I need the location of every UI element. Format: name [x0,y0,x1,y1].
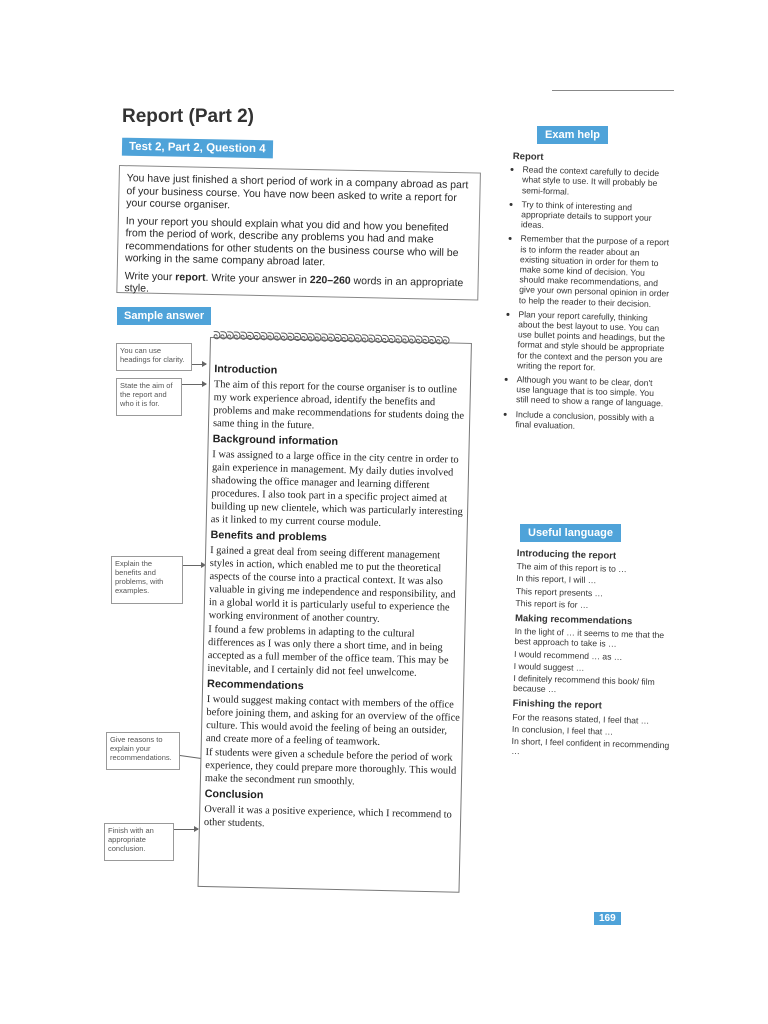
exam-help-label: Exam help [537,126,608,144]
useful-language-panel [511,549,677,763]
phrase: In short, I feel confident in recommending … [511,735,670,757]
note-arrow [183,565,205,566]
phrase: I would recommend … as … [513,648,623,662]
phrase: This report presents … [515,585,604,599]
phrase: I definitely recommend this book/ film because … [512,672,655,695]
page-title: Report (Part 2) [122,106,254,127]
conclusion-heading: Conclusion [204,787,264,802]
phrase: This report is for … [515,597,589,610]
exam-help-heading: Report [512,151,544,163]
exam-tip: • Remember that the purpose of a report is to inform the reader about an existing situation in order for them to make some kind of decision. You should make recommendations, and give your own personal opinion in order to help the reader to their decision. [519,234,671,310]
exam-tip: • Include a conclusion, possibly with a final evaluation. [515,409,666,434]
exam-tip: • Plan your report carefully, thinking about the best layout to use. You can use bullet points and headings, but the format and style should be appropriate for the context and the person you are writing the report for. [517,309,669,374]
background-text: I was assigned to a large office in the city centre in order to gain experience in management. My daily duties involved shadowing the office manager and learning different procedures. I also took part in a specific project aimed at building up new clientele, which was particularly interesting as it linked to my current course module. [210,449,463,529]
note-conclusion: Finish with an appropriate conclusion. [104,823,174,861]
phrase: In conclusion, I feel that … [511,723,614,737]
note-arrow [192,364,206,365]
recommendations-text-1: I would suggest making contact with members of the office before joining them, and asking for an overview of the office culture. This would avoid the feeling of being an outsider, and create more of a feeling of teamwork. [205,694,460,748]
task-para-3: Write your report. Write your answer in 220–260 words in an appropriate style. [124,269,464,295]
finishing-heading: Finishing the report [512,698,602,712]
task-para-1: You have just finished a short period of work in a company abroad as part of your business course. You have now been asked to write a report for your course organiser. [126,172,469,212]
phrase: For the reasons stated, I feel that … [512,711,650,726]
phrase: In this report, I will … [516,573,597,586]
note-benefits: Explain the benefits and problems, with examples. [111,556,183,604]
introducing-heading: Introducing the report [516,548,617,562]
conclusion-text: Overall it was a positive experience, which I recommend to other students. [203,803,452,830]
question-label: Test 2, Part 2, Question 4 [122,138,273,159]
spiral-binding: ᘐᘐᘐᘐᘐᘐᘐᘐᘐᘐᘐᘐᘐᘐᘐᘐᘐᘐᘐᘐᘐᘐᘐᘐᘐᘐᘐᘐᘐᘐᘐᘐᘐᘐᘐ [212,329,450,348]
recommending-heading: Making recommendations [514,612,633,628]
sample-answer-notebook [198,329,472,893]
note-arrow [174,829,198,830]
sample-answer-label: Sample answer [117,307,211,325]
exam-tip: • Although you want to be clear, don't use language that is too simple. You still need to show a range of language. [516,374,667,409]
task-para-2: In your report you should explain what you did and how you benefited from the period of work, describe any problems you had and make recommendations for other students on the business course who will be working in the same company abroad later. [124,214,459,269]
exam-tip: • Read the context carefully to decide what style to use. It will probably be semi-formal. [522,164,673,199]
top-rule [552,90,674,91]
background-heading: Background information [212,433,339,448]
note-reasons: Give reasons to explain your recommendations. [106,732,180,770]
exam-tip: • Try to think of interesting and appropriate details to support your ideas. [521,199,672,234]
benefits-heading: Benefits and problems [210,529,328,544]
page-number: 169 [594,912,621,925]
benefits-text-2: I found a few problems in adapting to the cultural differences as I was only there a short time, and in being accepted as a full member of the office team. This may be inevitable, and I certainly did not feel unwelcome. [207,624,449,679]
phrase: In the light of … it seems to me that the best approach to take is … [514,626,665,650]
note-headings: You can use headings for clarity. [116,343,192,371]
phrase: The aim of this report is to … [516,561,627,575]
note-arrow [182,384,206,385]
task-box [116,165,481,301]
introduction-text: The aim of this report for the course organiser is to outline my work experience abroad, identify the benefits and problems and make recommendations for students doing the same thing in the future. [212,379,465,432]
exam-help-panel [505,152,673,437]
benefits-text-1: I gained a great deal from seeing different management styles in action, which enabled me to put the theoretical aspects of the course into a practical context. It was also valuable in giving me independence and responsibility, and in a global world it is particularly useful to experience the working environment of another country. [208,545,456,625]
recommendations-heading: Recommendations [206,678,304,693]
useful-language-label: Useful language [520,524,621,542]
phrase: I would suggest … [513,660,585,673]
note-aim: State the aim of the report and who it is for. [116,378,182,416]
introduction-heading: Introduction [214,363,278,377]
recommendations-text-2: If students were given a schedule before the period of work experience, they could prepare more thoroughly. This would make the secondment run smoothly. [204,747,457,788]
